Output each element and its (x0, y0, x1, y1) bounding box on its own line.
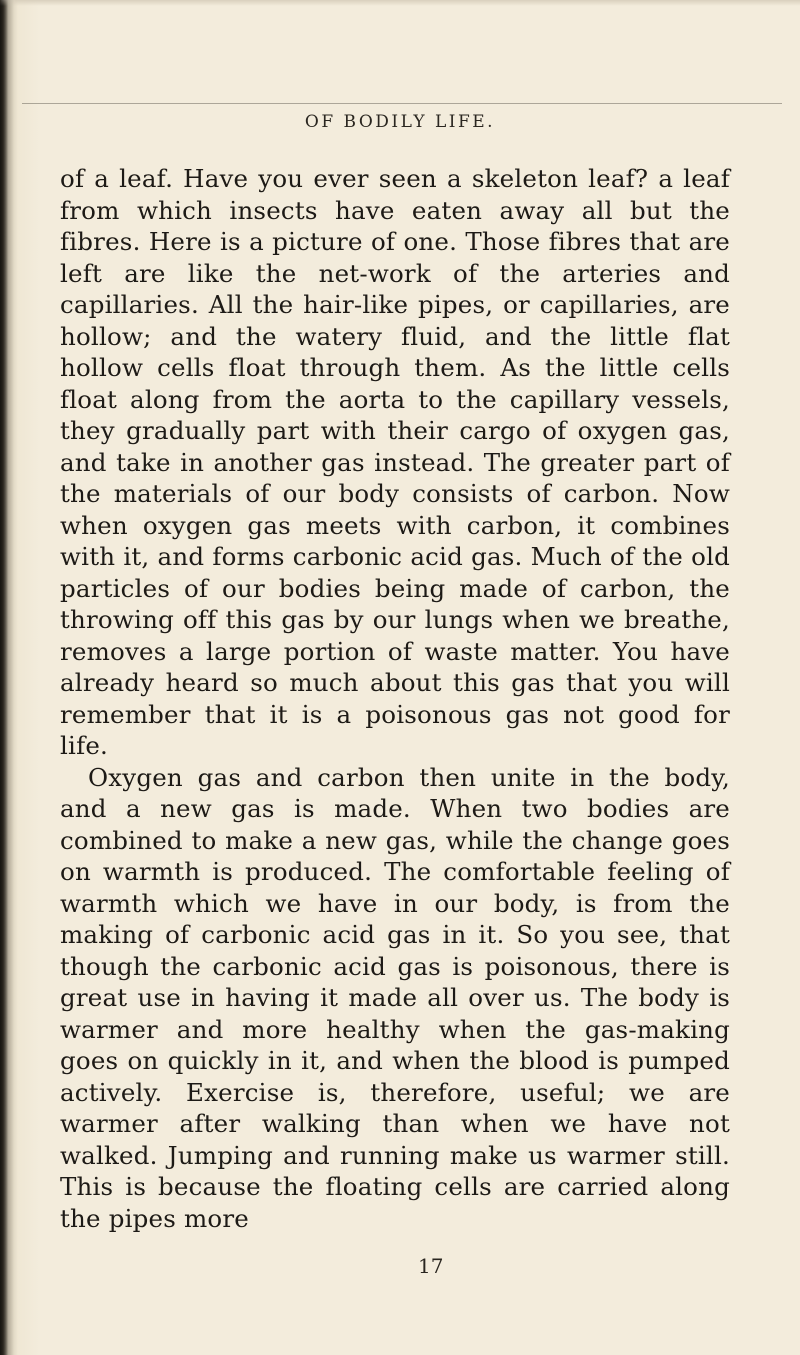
running-head: OF BODILY LIFE. (304, 112, 496, 132)
body-text (60, 163, 730, 1234)
header-rule (22, 103, 782, 104)
page-number: 17 (418, 1254, 444, 1278)
paragraph-1: of a leaf. Have you ever seen a skeleton leaf? a leaf from which insects have eaten away all but the fibres. Here is a picture of one. Those fibres that are left are like the net-work of the arteries and capillaries. All the hair-like pipes, or capillaries, are hollow; and the watery fluid, and the little flat hollow cells float through them. As the little cells float along from the aorta to the capillary vessels, they gradually part with their cargo of oxygen gas, and take in another gas instead. The greater part of the materials of our body consists of carbon. Now when oxygen gas meets with carbon, it combines with it, and forms carbonic acid gas. Much of the old particles of our bodies being made of carbon, the throwing off this gas by our lungs when we breathe, removes a large portion of waste matter. You have already heard so much about this gas that you will remember that it is a poisonous gas not good for life. (60, 164, 730, 760)
paragraph-2: Oxygen gas and carbon then unite in the body, and a new gas is made. When two bodies are combined to make a new gas, while the change goes on warmth is produced. The comfortable feeling of warmth which we have in our body, is from the making of carbonic acid gas in it. So you see, that though the carbonic acid gas is poisonous, there is great use in having it made all over us. The body is warmer and more healthy when the gas-making goes on quickly in it, and when the blood is pumped actively. Exercise is, therefore, useful; we are warmer after walking than when we have not walked. Jumping and running make us warmer still. This is because the floating cells are carried along the pipes more (60, 762, 730, 1233)
page-top-edge (0, 0, 800, 6)
binding-gutter-shadow (0, 0, 14, 1355)
